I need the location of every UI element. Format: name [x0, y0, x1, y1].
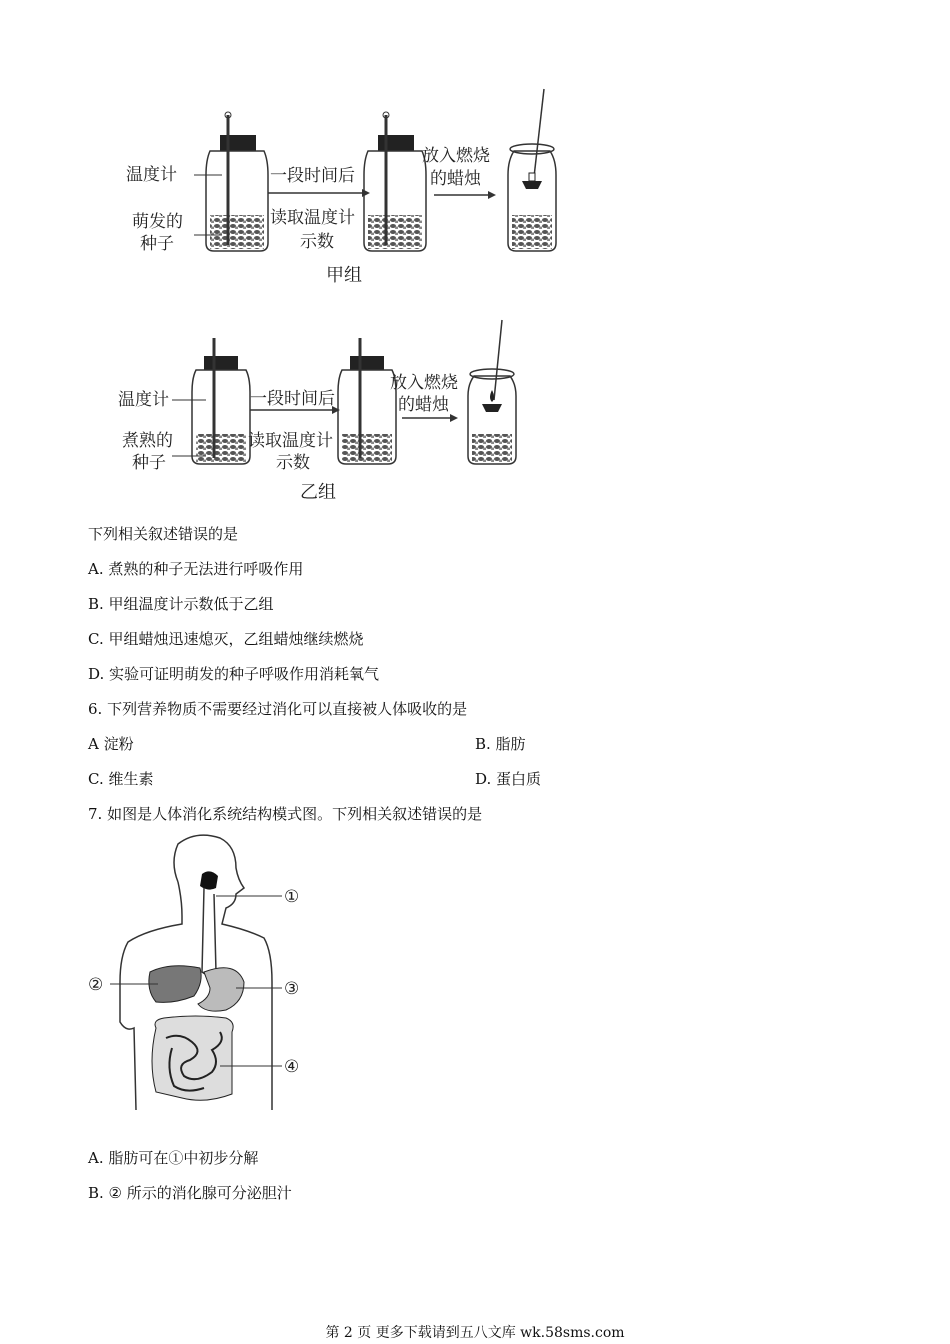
label-4: ④ [284, 1057, 300, 1077]
jar-with-candle [508, 89, 556, 251]
mouth-organ [200, 871, 218, 889]
option-b: B. ② 所示的消化腺可分泌胆汁 [88, 1184, 292, 1202]
seed-label: 种子 [140, 234, 174, 254]
figure-caption: 乙组 [300, 482, 336, 503]
seed-label: 萌发的 [132, 212, 183, 232]
jar-with-thermometer [206, 112, 268, 251]
stomach-organ [198, 968, 244, 1011]
label-1: ① [284, 887, 300, 907]
option-d: D. 实验可证明萌发的种子呼吸作用消耗氧气 [88, 665, 380, 683]
arrow-label: 读取温度计 [270, 208, 355, 228]
arrow-label: 读取温度计 [248, 431, 333, 451]
arrow-label: 的蜡烛 [398, 395, 449, 415]
label-2: ② [88, 975, 104, 995]
option-a: A. 煮熟的种子无法进行呼吸作用 [88, 560, 304, 578]
thermometer-label: 温度计 [118, 390, 169, 410]
option-d: D. 蛋白质 [475, 770, 542, 788]
option-c: C. 维生素 [88, 770, 154, 788]
jar-with-thermometer [192, 338, 250, 464]
thermometer-label: 温度计 [126, 165, 177, 185]
label-3: ③ [284, 979, 300, 999]
question-stem: 下列相关叙述错误的是 [88, 525, 239, 543]
experiment-figure-jia [110, 85, 580, 290]
figure-caption: 甲组 [326, 265, 362, 286]
seed-label: 煮熟的 [122, 431, 173, 451]
arrow-label: 的蜡烛 [430, 169, 481, 189]
arrow-label: 放入燃烧 [390, 373, 458, 393]
arrow-label: 示数 [300, 232, 334, 252]
option-b: B. 脂肪 [475, 735, 526, 753]
arrow-label: 放入燃烧 [422, 146, 490, 166]
question-stem: 6. 下列营养物质不需要经过消化可以直接被人体吸收的是 [88, 700, 468, 718]
arrow-label: 一段时间后 [270, 166, 355, 186]
arrow-label: 示数 [276, 453, 310, 473]
arrow-label: 一段时间后 [250, 389, 335, 409]
page-footer: 第 2 页 更多下载请到五八文库 wk.58sms.com [325, 1325, 625, 1341]
option-a: A. 脂肪可在①中初步分解 [88, 1149, 259, 1167]
option-a: A 淀粉 [88, 735, 134, 753]
experiment-figure-yi [110, 318, 540, 506]
option-b: B. 甲组温度计示数低于乙组 [88, 595, 274, 613]
seed-label: 种子 [132, 453, 166, 473]
jar-with-thermometer [338, 338, 396, 464]
question-stem: 7. 如图是人体消化系统结构模式图。下列相关叙述错误的是 [88, 805, 483, 823]
option-c: C. 甲组蜡烛迅速熄灭，乙组蜡烛继续燃烧 [88, 630, 364, 648]
jar-with-thermometer [364, 112, 426, 251]
jar-with-candle [468, 320, 516, 464]
digestive-system-diagram [86, 832, 316, 1114]
